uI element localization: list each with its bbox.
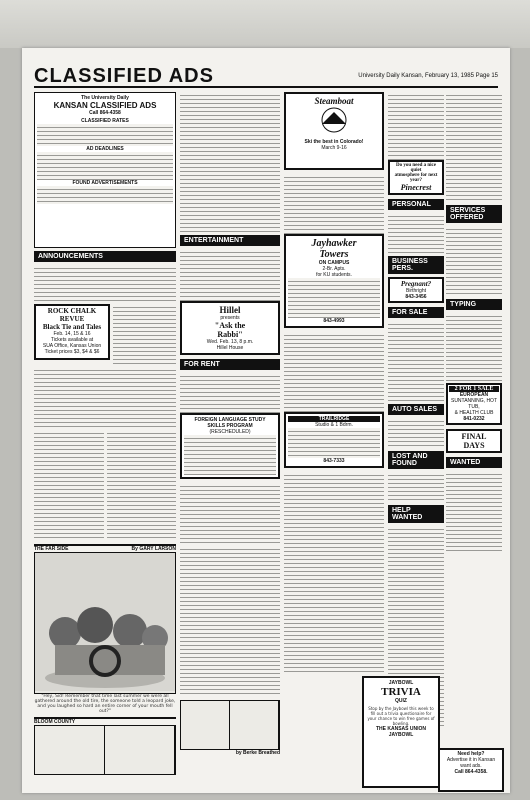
rock-l1: ROCK CHALK REVUE xyxy=(47,307,97,323)
finals-l1: FINAL xyxy=(461,432,487,441)
bloom-byline: by Berke Breathed xyxy=(235,750,280,756)
trailridge-text xyxy=(288,428,380,458)
section-typing: TYPING xyxy=(446,299,502,310)
section-wanted: WANTED xyxy=(446,457,502,468)
rates-title: CLASSIFIED RATES xyxy=(81,118,129,124)
section-services: SERVICES OFFERED xyxy=(446,205,502,223)
hillel-ad xyxy=(180,301,280,355)
language-l1: FOREIGN LANGUAGE STUDY xyxy=(194,417,266,423)
running-head: University Daily Kansan, February 13, 1985 Page 15 xyxy=(358,73,498,79)
pinecrest-l3: Pinecrest xyxy=(400,183,432,192)
jayhawker-l1: Jayhawker xyxy=(311,238,357,249)
section-help-wanted: HELP WANTED xyxy=(388,505,444,523)
kansan-box-title2: KANSAN CLASSIFIED ADS xyxy=(53,101,157,110)
tan-l4: & HEALTH CLUB xyxy=(454,410,494,416)
wanted-text xyxy=(446,471,502,551)
language-ad xyxy=(180,413,280,479)
farside-caption: "Hey, Sid! Remember that time last summer we were all gathered around the old tire, the someone told a leopard joke, and you laughed so hard an entire corner of your mouth fell out?" xyxy=(34,694,176,714)
finals-l2: DAYS xyxy=(463,441,485,450)
rock-l5: SUA Office, Kansas Union xyxy=(42,343,102,349)
language-l3: (RESCHEDULED) xyxy=(209,429,251,435)
col2-text-mid xyxy=(180,483,280,543)
trivia-l6: JAYBOWL xyxy=(388,732,414,738)
top-fold xyxy=(0,0,530,48)
steamboat-logo xyxy=(304,106,364,134)
farside-byline: By GARY LARSON xyxy=(131,546,176,552)
section-for-rent: FOR RENT xyxy=(180,359,280,370)
language-text xyxy=(184,435,276,475)
section-entertainment: ENTERTAINMENT xyxy=(180,235,280,246)
announcements-text xyxy=(34,265,176,301)
column-5 xyxy=(446,92,502,782)
jayhawker-l5: for KU students. xyxy=(316,272,352,278)
steamboat-l1: Steamboat xyxy=(314,96,354,106)
col2-text-bottom xyxy=(180,546,280,696)
newspaper-page xyxy=(22,48,510,793)
farside-cartoon xyxy=(34,552,176,694)
jaybowl-trivia-ad xyxy=(362,676,440,788)
kansan-rate-box xyxy=(34,92,176,248)
col3-text-a xyxy=(284,174,384,234)
trivia-l3: QUIZ xyxy=(395,698,407,704)
col1-text-c xyxy=(34,430,104,540)
pinecrest-ad xyxy=(388,160,444,195)
col3-text-c xyxy=(284,472,384,672)
tan-ad xyxy=(446,383,502,425)
needhelp-l2: Advertise it in Kansan want ads. xyxy=(446,757,496,769)
pregnant-l2: Birthright xyxy=(405,288,426,294)
lost-text xyxy=(388,472,444,502)
farside-title: THE FAR SIDE xyxy=(34,546,69,552)
rock-l6: Ticket prices $3, $4 & $6 xyxy=(44,349,100,355)
rock-chalk-ad xyxy=(34,304,110,360)
col4-text-a xyxy=(388,92,444,160)
pregnant-l1: Pregnant? xyxy=(400,280,432,288)
section-business: BUSINESS PERS. xyxy=(388,256,444,274)
col1-text-d xyxy=(107,430,177,540)
trivia-l2: TRIVIA xyxy=(381,686,421,698)
section-auto-sales: AUTO SALES xyxy=(388,404,444,415)
auto-text xyxy=(388,418,444,448)
tan-l3: SUNTANNING, HOT TUB, xyxy=(450,398,498,410)
bloom-title: BLOOM COUNTY xyxy=(34,719,76,725)
steamboat-l2: Ski the best in Colorado! xyxy=(304,139,364,145)
col2-text-top xyxy=(180,92,280,232)
jayhawker-phone: 843-4993 xyxy=(323,318,345,324)
found-title: FOUND ADVERTISEMENTS xyxy=(72,180,138,186)
trivia-l1: JAYBOWL xyxy=(388,680,414,686)
rock-l4: Tickets available at xyxy=(50,337,94,343)
deadlines-title: AD DEADLINES xyxy=(86,146,124,152)
column-1 xyxy=(34,92,176,782)
trailridge-l1: TRAILRIDGE xyxy=(288,416,380,422)
rates-table xyxy=(37,124,173,146)
tan-l2: EUROPEAN xyxy=(459,392,489,398)
bloom-strip-left xyxy=(34,725,176,775)
trivia-body: Stop by the Jaybowl this week to fill out a trivia questionaire for your chance to win free games of bowling. xyxy=(367,706,435,726)
hillel-l4: Wed. Feb. 13, 8 p.m. xyxy=(206,339,254,345)
entertainment-text xyxy=(180,249,280,301)
rock-l3: Feb. 14, 15 & 16 xyxy=(53,331,91,337)
col3-text-b xyxy=(284,332,384,412)
steamboat-ad xyxy=(284,92,384,170)
trailridge-l2: Studio & 1 Bdrm. xyxy=(315,422,353,428)
trailridge-phone: 843-7333 xyxy=(323,458,345,464)
hillel-l2: "Ask the xyxy=(214,321,246,330)
rock-l2: Black Tie and Tales xyxy=(42,323,102,331)
needhelp-phone: Call 864-4358. xyxy=(454,769,488,775)
kansan-box-phone: Call 864-4358 xyxy=(89,110,121,116)
jayhawker-l2: Towers xyxy=(319,249,349,260)
personal-text xyxy=(388,213,444,253)
hillel-org: Hillel xyxy=(219,305,241,315)
pinecrest-l1: Do you need a nice quiet xyxy=(396,163,436,173)
tan-phone: 841-0232 xyxy=(463,416,485,422)
pregnant-ad xyxy=(388,277,444,303)
jayhawker-l4: 2-Br. Apts. xyxy=(322,266,346,272)
section-personal: PERSONAL xyxy=(388,199,444,210)
kansan-box-title1: The University Daily xyxy=(81,95,129,101)
bloom-strip-right xyxy=(180,700,280,750)
needhelp-l1: Need help? xyxy=(457,751,485,757)
col5-text-a xyxy=(446,92,502,202)
language-l2: SKILLS PROGRAM xyxy=(207,423,253,429)
col1-text-b xyxy=(34,367,176,427)
found-text xyxy=(37,186,173,204)
pinecrest-l2: atmosphere for next year? xyxy=(394,173,438,183)
hillel-l1: presents xyxy=(220,315,240,321)
services-text xyxy=(446,226,502,296)
page-header xyxy=(34,65,498,88)
for-rent-text xyxy=(180,373,280,413)
for-sale-text xyxy=(388,321,444,401)
section-for-sale: FOR SALE xyxy=(388,307,444,318)
jayhawker-l3: ON CAMPUS xyxy=(318,260,350,266)
jayhawker-list xyxy=(288,278,380,318)
hillel-l5: Hillel House xyxy=(216,345,244,351)
steamboat-l3: March 9-16 xyxy=(321,145,347,151)
column-2 xyxy=(180,92,280,782)
hillel-l3: Rabbi" xyxy=(217,330,243,339)
finals-ad xyxy=(446,429,502,453)
section-lost-found: LOST AND FOUND xyxy=(388,451,444,469)
deadlines-text xyxy=(37,152,173,180)
tan-l1: 2 FOR 1 SALE xyxy=(449,386,499,392)
section-announcements: ANNOUNCEMENTS xyxy=(34,251,176,262)
page-title: CLASSIFIED ADS xyxy=(34,65,214,87)
jayhawker-ad xyxy=(284,234,384,328)
trailridge-ad xyxy=(284,412,384,468)
need-help-ad xyxy=(438,748,504,792)
pregnant-phone: 843-3456 xyxy=(405,294,427,300)
col1-text-a xyxy=(113,304,176,364)
trivia-l5: THE KANSAS UNION xyxy=(375,726,426,732)
typing-text xyxy=(446,313,502,383)
